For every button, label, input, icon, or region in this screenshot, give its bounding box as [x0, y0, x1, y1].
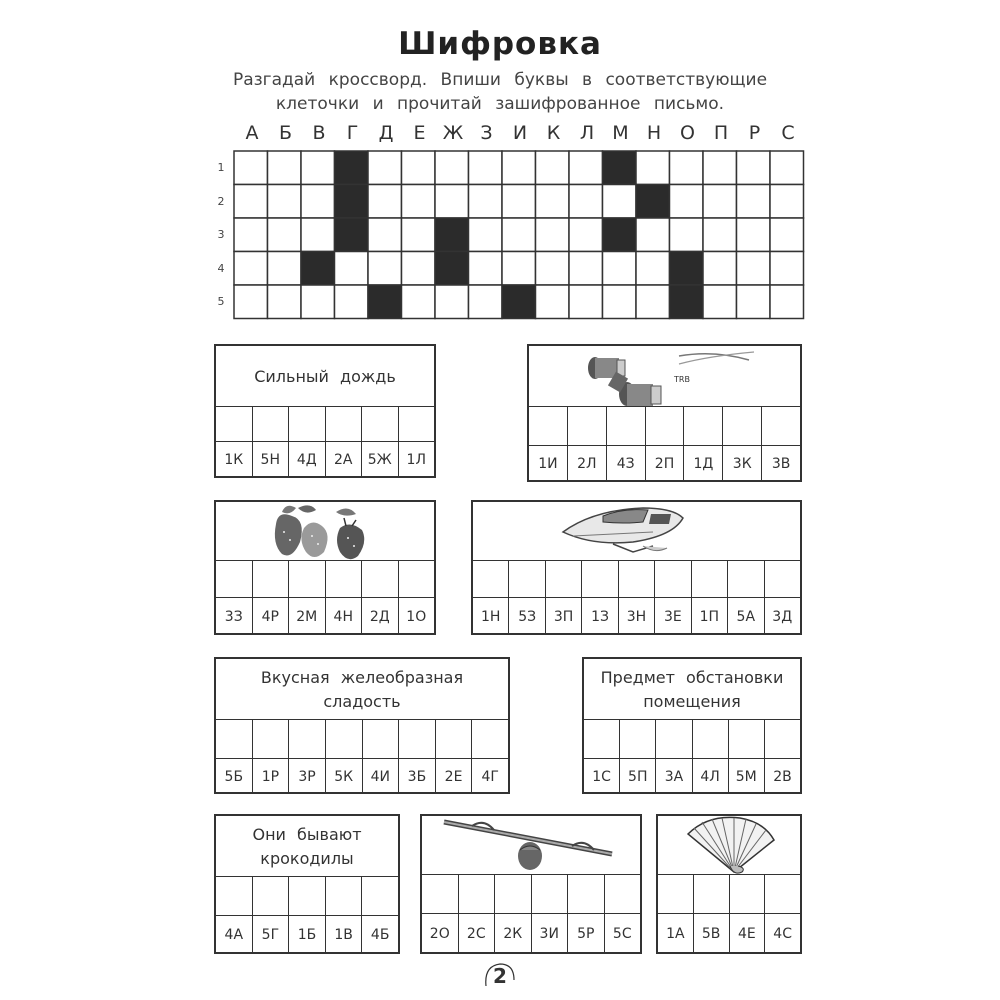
grid-cell[interactable] — [703, 151, 737, 185]
code-cell: 1Р — [252, 758, 289, 794]
grid-cell[interactable] — [234, 185, 268, 219]
code-cell: 2П — [645, 445, 684, 482]
answer-row[interactable] — [422, 874, 640, 914]
grid-cell[interactable] — [402, 185, 436, 219]
grid-cell-dark — [670, 285, 704, 319]
grid-cell[interactable] — [268, 252, 302, 286]
answer-cell[interactable] — [654, 560, 690, 598]
code-row — [422, 913, 640, 954]
code-cell: 5Ж — [361, 441, 398, 478]
grid-cell[interactable] — [335, 252, 369, 286]
answer-cell[interactable] — [545, 560, 581, 598]
grid-cell[interactable] — [536, 185, 570, 219]
answer-cell[interactable] — [361, 876, 398, 916]
grid-cell[interactable] — [636, 151, 670, 185]
answer-cell[interactable] — [288, 406, 325, 442]
code-cell: 5Н — [252, 441, 289, 478]
answer-cell[interactable] — [606, 406, 645, 446]
code-row — [473, 597, 800, 635]
grid-cell[interactable] — [301, 218, 335, 252]
grid-cell[interactable] — [603, 185, 637, 219]
puzzle-box-strong-rain — [214, 344, 436, 478]
row-number: 3 — [217, 228, 225, 241]
grid-cell[interactable] — [234, 151, 268, 185]
column-letter: О — [680, 122, 695, 144]
code-cell: 3Д — [764, 597, 800, 635]
answer-cell[interactable] — [761, 406, 800, 446]
answer-cell[interactable] — [764, 719, 800, 759]
answer-cell[interactable] — [252, 560, 289, 598]
code-cell: 5П — [619, 758, 655, 794]
code-cell: 3Н — [618, 597, 654, 635]
code-cell: 1Б — [288, 915, 325, 954]
code-cell: 4З — [606, 445, 645, 482]
answer-cell[interactable] — [458, 874, 495, 914]
grid-cell[interactable] — [368, 218, 402, 252]
row-number: 5 — [217, 295, 225, 308]
grid-cell[interactable] — [301, 185, 335, 219]
grid-cell[interactable] — [268, 285, 302, 319]
grid-cell[interactable] — [636, 285, 670, 319]
code-cell: 3В — [761, 445, 800, 482]
code-cell: 2Д — [361, 597, 398, 635]
answer-cell[interactable] — [567, 874, 604, 914]
code-row — [584, 758, 800, 794]
grid-cell[interactable] — [536, 218, 570, 252]
code-cell: 2М — [288, 597, 325, 635]
answer-cell[interactable] — [618, 560, 654, 598]
motorboat-icon — [473, 502, 800, 562]
grid-cell[interactable] — [368, 151, 402, 185]
row-number: 2 — [217, 194, 225, 208]
code-cell: 4Л — [692, 758, 728, 794]
grid-cell[interactable] — [569, 285, 603, 319]
grid-cell[interactable] — [703, 185, 737, 219]
answer-cell[interactable] — [325, 406, 362, 442]
code-cell: 2К — [494, 913, 531, 954]
code-cell: 1Н — [473, 597, 508, 635]
answer-cell[interactable] — [655, 719, 691, 759]
answer-cell[interactable] — [722, 406, 761, 446]
grid-cell[interactable] — [402, 151, 436, 185]
answer-cell[interactable] — [494, 874, 531, 914]
code-cell: 2С — [458, 913, 495, 954]
code-cell: 4С — [764, 913, 800, 954]
grid-cell[interactable] — [703, 285, 737, 319]
code-cell: 5В — [693, 913, 729, 954]
puzzle-box-crocodiles — [214, 814, 400, 954]
puzzle-box-seesaw — [420, 814, 642, 954]
code-cell: 3Е — [654, 597, 690, 635]
grid-cell[interactable] — [636, 252, 670, 286]
grid-cell[interactable] — [234, 218, 268, 252]
column-letter: Р — [748, 122, 761, 144]
code-row — [216, 758, 508, 794]
grid-cell[interactable] — [770, 185, 804, 219]
code-cell: 1С — [584, 758, 619, 794]
answer-cell[interactable] — [531, 874, 568, 914]
code-cell: 1О — [398, 597, 435, 635]
code-cell: 4И — [362, 758, 399, 794]
answer-row[interactable] — [216, 876, 398, 916]
answer-cell[interactable] — [529, 406, 567, 446]
grid-cell[interactable] — [603, 252, 637, 286]
grid-cell[interactable] — [703, 252, 737, 286]
answer-cell[interactable] — [683, 406, 722, 446]
answer-cell[interactable] — [398, 719, 435, 759]
grid-cell[interactable] — [603, 285, 637, 319]
grid-cell[interactable] — [670, 218, 704, 252]
answer-cell[interactable] — [288, 560, 325, 598]
answer-cell[interactable] — [693, 874, 729, 914]
code-cell: 5Г — [252, 915, 289, 954]
grid-cell-dark — [603, 218, 637, 252]
column-letter: С — [781, 122, 795, 144]
code-row — [216, 915, 398, 954]
strawberry-icon — [216, 502, 434, 562]
code-cell: 2В — [764, 758, 800, 794]
answer-cell[interactable] — [361, 406, 398, 442]
answer-cell[interactable] — [604, 874, 641, 914]
code-cell: 3Р — [288, 758, 325, 794]
grid-cell-dark — [301, 252, 335, 286]
code-cell: 1Д — [683, 445, 722, 482]
grid-cell[interactable] — [368, 185, 402, 219]
row-number: 1 — [217, 161, 225, 174]
clue-text: Предмет обстановки помещения — [600, 668, 784, 711]
grid-cell[interactable] — [536, 285, 570, 319]
code-cell: 3А — [655, 758, 691, 794]
grid-cell-dark — [603, 151, 637, 185]
code-cell: 3И — [531, 913, 568, 954]
answer-cell[interactable] — [361, 560, 398, 598]
code-row — [658, 913, 800, 954]
clue-text: Они бывают крокодилы — [252, 825, 362, 868]
puzzle-box-binoculars — [527, 344, 802, 482]
code-cell: 5М — [728, 758, 764, 794]
column-letter: Е — [413, 122, 426, 144]
grid-cell[interactable] — [670, 185, 704, 219]
grid-cell[interactable] — [402, 252, 436, 286]
grid-cell[interactable] — [636, 218, 670, 252]
answer-cell[interactable] — [325, 560, 362, 598]
grid-cell[interactable] — [737, 252, 771, 286]
answer-cell[interactable] — [619, 719, 655, 759]
answer-cell[interactable] — [584, 719, 619, 759]
answer-cell[interactable] — [216, 406, 252, 442]
answer-cell[interactable] — [362, 719, 399, 759]
answer-cell[interactable] — [727, 560, 763, 598]
answer-cell[interactable] — [508, 560, 544, 598]
binoculars-icon — [529, 346, 800, 408]
grid-cell[interactable] — [670, 151, 704, 185]
answer-cell[interactable] — [325, 719, 362, 759]
answer-cell[interactable] — [645, 406, 684, 446]
puzzle-box-furniture — [582, 657, 802, 794]
grid-cell[interactable] — [402, 285, 436, 319]
grid-cell[interactable] — [368, 252, 402, 286]
answer-cell[interactable] — [473, 560, 508, 598]
answer-cell[interactable] — [581, 560, 617, 598]
seesaw-icon — [422, 816, 640, 876]
answer-cell[interactable] — [691, 560, 727, 598]
grid-cell[interactable] — [234, 252, 268, 286]
answer-cell[interactable] — [435, 719, 472, 759]
code-cell: 1К — [216, 441, 252, 478]
answer-cell[interactable] — [728, 719, 764, 759]
grid-cell-dark — [670, 252, 704, 286]
code-cell: 4Р — [252, 597, 289, 635]
grid-cell[interactable] — [268, 185, 302, 219]
code-cell: 1А — [658, 913, 693, 954]
code-cell: 1В — [325, 915, 362, 954]
code-cell: 1П — [691, 597, 727, 635]
grid-cell[interactable] — [435, 151, 469, 185]
grid-cell[interactable] — [469, 285, 503, 319]
answer-cell[interactable] — [692, 719, 728, 759]
grid-cell[interactable] — [234, 285, 268, 319]
grid-cell[interactable] — [737, 285, 771, 319]
crossword-grid[interactable] — [233, 150, 805, 322]
answer-cell[interactable] — [252, 876, 289, 916]
column-letter: А — [245, 122, 259, 144]
grid-cell[interactable] — [469, 218, 503, 252]
grid-cell[interactable] — [569, 218, 603, 252]
puzzle-box-boat — [471, 500, 802, 635]
grid-cell[interactable] — [569, 151, 603, 185]
column-letter: М — [612, 122, 629, 144]
grid-cell-dark — [335, 151, 369, 185]
code-cell: 4Д — [288, 441, 325, 478]
answer-row[interactable] — [584, 719, 800, 759]
answer-cell[interactable] — [567, 406, 606, 446]
answer-cell[interactable] — [216, 876, 252, 916]
column-letter: Д — [378, 122, 394, 144]
grid-cell[interactable] — [502, 185, 536, 219]
code-cell: 1З — [581, 597, 617, 635]
column-letter: Г — [346, 122, 359, 144]
grid-cell[interactable] — [435, 185, 469, 219]
svg-text:TRB: TRB — [674, 375, 690, 384]
grid-cell[interactable] — [435, 285, 469, 319]
code-cell: 5Р — [567, 913, 604, 954]
grid-cell[interactable] — [335, 285, 369, 319]
grid-cell[interactable] — [502, 151, 536, 185]
answer-cell[interactable] — [764, 560, 800, 598]
code-row — [216, 597, 434, 635]
code-cell: 5К — [325, 758, 362, 794]
answer-cell[interactable] — [325, 876, 362, 916]
code-cell: 2О — [422, 913, 458, 954]
column-letter: Ж — [442, 122, 464, 144]
grid-cell[interactable] — [770, 285, 804, 319]
code-cell: 4Г — [471, 758, 508, 794]
answer-cell[interactable] — [216, 560, 252, 598]
grid-cell-dark — [368, 285, 402, 319]
grid-cell[interactable] — [536, 252, 570, 286]
puzzle-box-strawberry — [214, 500, 436, 635]
instruction-line-1: Разгадай кроссворд. Впиши буквы в соответствующие — [232, 70, 768, 90]
answer-cell[interactable] — [398, 560, 435, 598]
puzzle-box-jelly — [214, 657, 510, 794]
code-cell: 2Л — [567, 445, 606, 482]
answer-cell[interactable] — [729, 874, 765, 914]
code-cell: 4Б — [361, 915, 398, 954]
code-cell: 3К — [722, 445, 761, 482]
grid-cell[interactable] — [502, 252, 536, 286]
grid-cell-dark — [502, 285, 536, 319]
grid-cell[interactable] — [301, 285, 335, 319]
code-cell: 5А — [727, 597, 763, 635]
column-letter: К — [546, 122, 561, 144]
code-row — [216, 441, 434, 478]
column-letter: Л — [579, 122, 595, 144]
answer-cell[interactable] — [252, 406, 289, 442]
grid-cell-dark — [335, 218, 369, 252]
grid-cell[interactable] — [402, 218, 436, 252]
answer-cell[interactable] — [422, 874, 458, 914]
hand-fan-icon — [658, 816, 800, 876]
code-row — [529, 445, 800, 482]
code-cell: 4Е — [729, 913, 765, 954]
grid-cell[interactable] — [703, 218, 737, 252]
grid-cell[interactable] — [737, 185, 771, 219]
answer-cell[interactable] — [764, 874, 800, 914]
page-title: Шифровка — [398, 26, 602, 62]
grid-cell-dark — [636, 185, 670, 219]
grid-cell[interactable] — [770, 151, 804, 185]
code-cell: 3З — [216, 597, 252, 635]
row-number: 4 — [217, 261, 225, 275]
grid-cell[interactable] — [268, 151, 302, 185]
answer-row[interactable] — [216, 406, 434, 442]
column-letter: И — [512, 122, 528, 144]
column-letter: В — [312, 122, 326, 144]
grid-cell[interactable] — [770, 252, 804, 286]
column-letter: Б — [278, 122, 293, 144]
grid-cell[interactable] — [469, 252, 503, 286]
answer-row[interactable] — [658, 874, 800, 914]
code-cell: 3П — [545, 597, 581, 635]
column-letter: З — [480, 122, 493, 144]
answer-cell[interactable] — [398, 406, 435, 442]
answer-cell[interactable] — [471, 719, 508, 759]
code-cell: 4Н — [325, 597, 362, 635]
answer-row[interactable] — [216, 719, 508, 759]
grid-cell[interactable] — [569, 252, 603, 286]
code-cell: 2Е — [435, 758, 472, 794]
answer-row[interactable] — [473, 560, 800, 598]
code-cell: 3Б — [398, 758, 435, 794]
grid-cell[interactable] — [502, 218, 536, 252]
answer-cell[interactable] — [216, 719, 252, 759]
answer-cell[interactable] — [288, 719, 325, 759]
column-letter: П — [713, 122, 729, 144]
code-cell: 1Л — [398, 441, 435, 478]
answer-cell[interactable] — [252, 719, 289, 759]
clue-text: Вкусная желеобразная сладость — [260, 668, 464, 711]
code-cell: 5З — [508, 597, 544, 635]
grid-cell[interactable] — [536, 151, 570, 185]
answer-row[interactable] — [529, 406, 800, 446]
grid-cell-dark — [335, 185, 369, 219]
grid-cell[interactable] — [770, 218, 804, 252]
grid-cell[interactable] — [469, 151, 503, 185]
answer-cell[interactable] — [658, 874, 693, 914]
grid-cell-dark — [435, 218, 469, 252]
clue-text: Сильный дождь — [254, 367, 396, 386]
puzzle-box-fan — [656, 814, 802, 954]
code-cell: 4А — [216, 915, 252, 954]
grid-cell[interactable] — [569, 185, 603, 219]
grid-cell[interactable] — [469, 185, 503, 219]
grid-cell[interactable] — [268, 218, 302, 252]
code-cell: 5Б — [216, 758, 252, 794]
column-letter: Н — [646, 122, 662, 144]
grid-cell[interactable] — [301, 151, 335, 185]
grid-cell[interactable] — [737, 151, 771, 185]
grid-cell-dark — [435, 252, 469, 286]
answer-row[interactable] — [216, 560, 434, 598]
code-cell: 1И — [529, 445, 567, 482]
code-cell: 5С — [604, 913, 641, 954]
page-number: 2 — [482, 964, 518, 988]
instruction-line-2: клеточки и прочитай зашифрованное письмо. — [275, 94, 725, 114]
grid-cell[interactable] — [737, 218, 771, 252]
answer-cell[interactable] — [288, 876, 325, 916]
code-cell: 2А — [325, 441, 362, 478]
